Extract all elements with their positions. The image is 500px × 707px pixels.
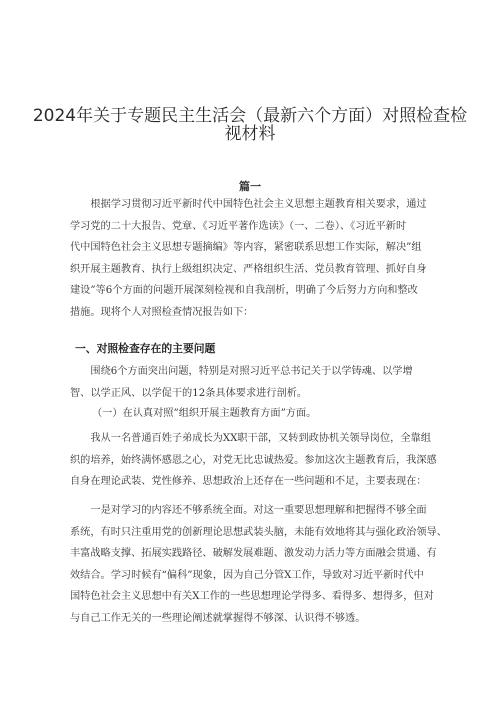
focus-paragraph [70,361,458,404]
section-label: 篇一 [239,180,261,193]
paragraph-line: 根据学习贯彻习近平新时代中国特色社会主义思想主题教育相关要求，通过 [90,199,427,210]
study-problem-paragraph [70,500,458,630]
paragraph-line: 织的培养，始终满怀感恩之心，对党无比忠诚热爱。参加这次主题教育后，我深感 [70,454,437,466]
paragraph-line: 措施。现将个人对照检查情况报告如下： [70,306,254,318]
document-title-line-1: 2024年关于专题民主生活会（最新六个方面）对照检查检 [32,106,468,126]
section-heading: 一、对照检查存在的主要问题 [75,342,216,355]
paragraph-line: 代中国特色社会主义思想专题摘编》等内容，紧密联系思想工作实际，解决”组 [70,242,422,254]
paragraph-line: 系统，有时只注重用党的创新理论思想武装头脑，未能有效地将其与强化政治领导、 [70,526,447,538]
intro-paragraph [70,194,458,324]
paragraph-line: 围绕6个方面突出问题，特别是对照习近平总书记关于以学铸魂、以学增 [90,366,413,377]
paragraph-line: 效结合。学习时候有“偏科”现象，因为自己分管X工作，导致对习近平新时代中 [70,569,424,581]
paragraph-line: 我从一名普通百姓子弟成长为XX职干部，又转到政协机关领导岗位，全靠组 [90,433,431,444]
paragraph-line: 智、以学正风、以学促干的12条具体要求进行剖析。 [70,387,308,399]
paragraph-line: 织开展主题教育、执行上级组织决定、严格组织生活、党员教育管理、抓好自身 [70,263,427,275]
paragraph-line: 建设”等6个方面的问题开展深刻检视和自我剖析，明确了今后努力方向和整改 [70,285,418,297]
sub-heading: （一）在认真对照”组织开展主题教育方面”方面。 [92,408,317,419]
paragraph-line: 国特色社会主义思想中有关X工作的一些思想理论学得多、看得多、想得多，但对 [70,591,434,603]
paragraph-line: 与自己工作无关的一些理论阐述就掌握得不够深、认识得不够透。 [70,612,366,624]
self-assessment-paragraph [70,428,458,493]
paragraph-line: 丰富战略支撑、拓展实践路径、破解发展难题、激发动力活力等方面融会贯通、有 [70,548,437,560]
document-title-line-2: 视材料 [224,124,276,144]
paragraph-line: 自身在理论武装、党性修养、思想政治上还存在一些问题和不足，主要表现在： [70,476,427,488]
paragraph-line: 一是对学习的内容还不够系统全面。对这一重要思想理解和把握得不够全面 [90,505,427,516]
paragraph-line: 学习党的二十大报告、党章、《习近平著作选读》（一、二卷）、《习近平新时 [70,220,407,232]
